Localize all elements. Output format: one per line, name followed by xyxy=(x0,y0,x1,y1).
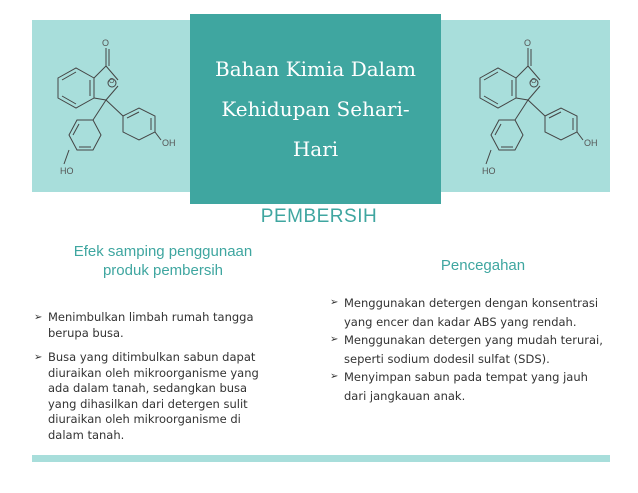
hydroxyl-label: OH xyxy=(162,138,176,148)
list-item xyxy=(34,310,270,341)
left-bullet-list xyxy=(34,310,270,443)
section-title: PEMBERSIH xyxy=(260,206,378,227)
ring-oxygen-label: O xyxy=(109,78,115,85)
hydroxyl-label: HO xyxy=(482,166,496,176)
list-item-text: Menggunakan detergen dengan konsentrasi yang encer dan kadar ABS yang rendah. xyxy=(344,296,599,329)
phenolphthalein-structure-right xyxy=(470,28,620,188)
left-column-heading xyxy=(48,242,278,280)
ring-oxygen-label: O xyxy=(531,78,537,85)
title-line: Bahan Kimia Dalam xyxy=(215,57,416,81)
title-line: Hari xyxy=(292,137,339,161)
arrowhead-bullet-icon: ➢ xyxy=(34,352,43,363)
list-item xyxy=(34,350,270,443)
right-column-heading: Pencegahan xyxy=(440,257,526,274)
list-item xyxy=(330,368,608,405)
arrowhead-bullet-icon: ➢ xyxy=(330,297,339,308)
slide-title xyxy=(190,14,441,204)
hydroxyl-label: HO xyxy=(60,166,74,176)
list-item-text: Menggunakan detergen yang mudah terurai, seperti sodium dodesil sulfat (SDS). xyxy=(344,333,603,366)
list-item xyxy=(330,294,608,331)
list-item xyxy=(330,331,608,368)
phenolphthalein-structure-left xyxy=(48,28,198,188)
list-item-text: Menyimpan sabun pada tempat yang jauh dari jangkauan anak. xyxy=(344,370,588,403)
arrowhead-bullet-icon: ➢ xyxy=(330,371,339,382)
oxygen-label: O xyxy=(524,38,532,48)
heading-line: Efek samping penggunaan xyxy=(73,243,253,260)
right-bullet-list xyxy=(330,294,608,405)
arrowhead-bullet-icon: ➢ xyxy=(330,334,339,345)
title-line: Kehidupan Sehari- xyxy=(221,97,410,121)
arrowhead-bullet-icon: ➢ xyxy=(34,312,43,323)
list-item-text: Busa yang ditimbulkan sabun dapat diuraikan oleh mikroorganisme yang ada dalam tanah, sedangkan busa yang dihasilkan dari detergen sulit diuraikan oleh mikroorganisme di dalam tanah. xyxy=(48,350,259,442)
hydroxyl-label: OH xyxy=(584,138,598,148)
heading-line: produk pembersih xyxy=(102,262,224,279)
footer-bar xyxy=(32,455,610,462)
oxygen-label: O xyxy=(102,38,110,48)
list-item-text: Menimbulkan limbah rumah tangga berupa busa. xyxy=(48,310,254,340)
